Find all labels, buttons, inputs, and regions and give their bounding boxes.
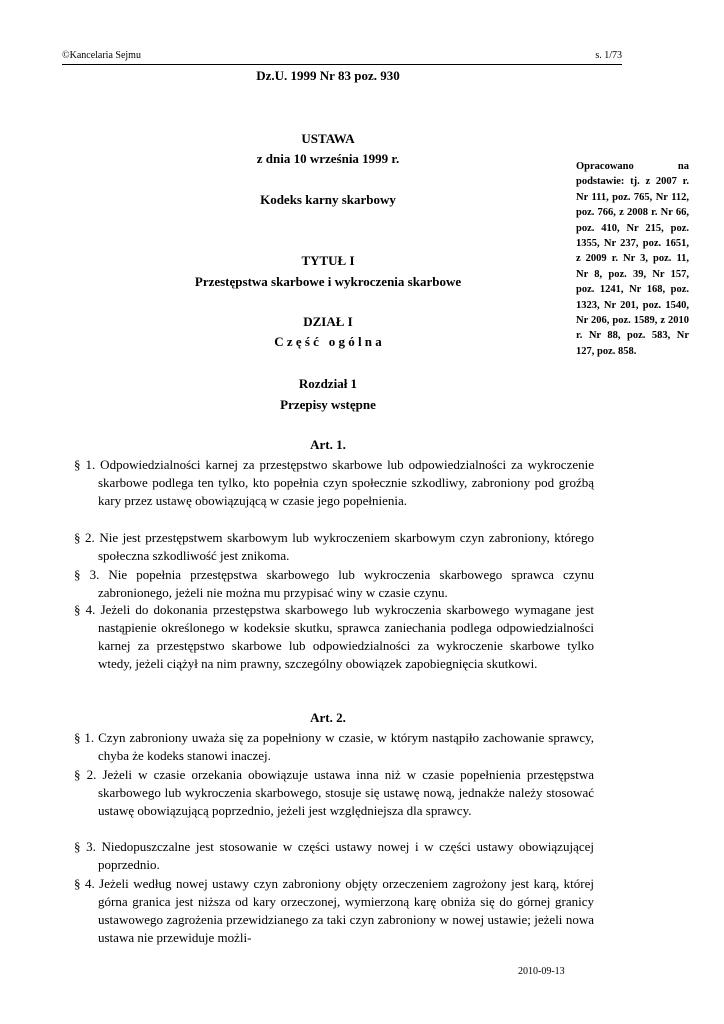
- header-page-number: s. 1/73: [595, 50, 622, 61]
- division-name: C z ę ś ć o g ó l n a: [274, 334, 382, 349]
- chapter-label: Rozdział 1: [298, 376, 358, 391]
- article-heading: Art. 1.: [310, 437, 346, 452]
- act-type: USTAWA: [301, 131, 355, 146]
- article-paragraph: § 2. Jeżeli w czasie orzekania obowiązuje ustawa inna niż w czasie popełnienia przestępstwa skarbowego lub wykroczenia skarbowego, stosuje się ustawę nową, jednakże należy stosować ustawę obowiązującą poprzednio, jeżeli jest względniejsza dla sprawcy.: [74, 767, 594, 818]
- footer-date: 2010-09-13: [518, 966, 565, 977]
- source-sidenote: Opracowano na podstawie: tj. z 2007 r. Nr 111, poz. 765, Nr 112, poz. 766, z 2008 r. Nr 66, poz. 410, Nr 215, poz. 1355, Nr 237, poz. 1651, z 2009 r. Nr 3, poz. 11, Nr 8, poz. 39, Nr 157, poz. 1241, Nr 168, poz. 1323, Nr 201, poz. 1540, Nr 206, poz. 1589, z 2010 r. Nr 88, poz. 583, Nr 127, poz. 858.: [576, 161, 689, 357]
- article-heading: Art. 2.: [310, 710, 346, 725]
- chapter-name: Przepisy wstępne: [280, 397, 376, 412]
- article-paragraph: § 2. Nie jest przestępstwem skarbowym lub wykroczeniem skarbowym czyn zabroniony, którego społeczna szkodliwość jest znikoma.: [74, 530, 594, 563]
- article-paragraph: § 1. Czyn zabroniony uważa się za popełniony w czasie, w którym nastąpiło zachowanie sprawcy, chyba że kodeks stanowi inaczej.: [74, 730, 594, 763]
- article-paragraph: § 4. Jeżeli według nowej ustawy czyn zabroniony objęty orzeczeniem zagrożony jest karą, której górna granica jest niższa od kary orzeczonej, wymierzoną karę obniża się do górnej granicy ustawowego zagrożenia przewidzianego za taki czyn zabroniony w nowej ustawie; jeżeli nowa ustawa nie przewiduje możli-: [74, 876, 594, 945]
- title-name: Przestępstwa skarbowe i wykroczenia skarbowe: [194, 274, 462, 289]
- act-date: z dnia 10 września 1999 r.: [256, 151, 400, 166]
- article-paragraph: § 3. Niedopuszczalne jest stosowanie w części ustawy nowej i w części ustawy obowiązującej poprzednio.: [74, 839, 594, 872]
- document-id: Dz.U. 1999 Nr 83 poz. 930: [256, 68, 400, 83]
- article-paragraph: § 3. Nie popełnia przestępstwa skarbowego lub wykroczenia skarbowego sprawca czynu zabronionego, jeżeli nie można mu przypisać winy w czasie czynu.: [74, 567, 594, 600]
- article-paragraph: § 1. Odpowiedzialności karnej za przestępstwo skarbowe lub odpowiedzialności za wykroczenie skarbowe podlega ten tylko, kto popełnia czyn społecznie szkodliwy, zabroniony pod groźbą kary przez ustawę obowiązującą w czasie jego popełnienia.: [74, 457, 594, 508]
- division-label: DZIAŁ I: [303, 314, 353, 329]
- header-source: ©Kancelaria Sejmu: [62, 50, 141, 61]
- act-name: Kodeks karny skarbowy: [260, 192, 396, 207]
- article-paragraph: § 4. Jeżeli do dokonania przestępstwa skarbowego lub wykroczenia skarbowego wymagane jest nastąpienie określonego w kodeksie skutku, sprawca zaniechania podlega odpowiedzialności karnej za przestępstwo skarbowe lub odpowiedzialności za wykroczenie skarbowe tylko wtedy, jeżeli ciążył na nim prawny, szczególny obowiązek zapobiegnięcia skutkowi.: [74, 602, 594, 671]
- title-label: TYTUŁ I: [301, 253, 355, 268]
- page-header: [62, 50, 622, 65]
